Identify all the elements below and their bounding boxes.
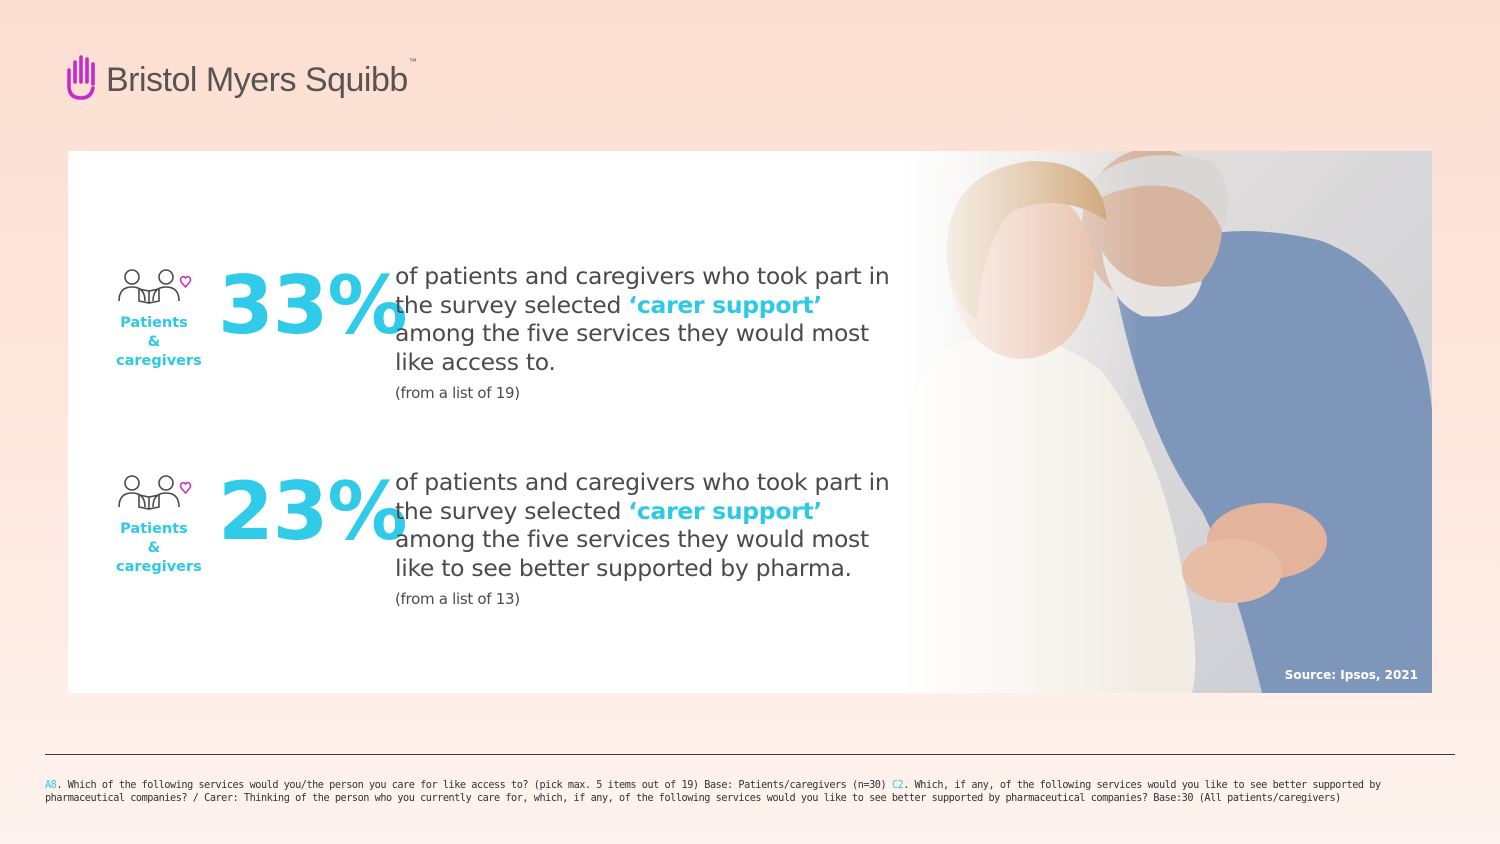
patients-caregivers-icon — [116, 263, 192, 307]
patients-caregivers-icon — [116, 469, 192, 513]
bms-hand-icon — [64, 54, 98, 102]
stat-description: of patients and caregivers who took part in the survey selected ‘carer support’ among the five services they would most like to see better supported by pharma. (from a list of 13) — [395, 468, 890, 608]
footnote: A8. Which of the following services would you/the person you care for like access to? (pick max. 5 items out of 19) Base: Patients/caregivers (n=30) C2. Which, if any, of the following services would you like to see better supported by pharmaceutical companies? / Carer: Thinking of the person who you currently care for, which, if any, of the following services would you like to see better supported by pharmaceutical companies? Base:30 (All patients/caregivers) — [45, 780, 1381, 804]
content-card — [68, 151, 1432, 693]
stat-percentage: 23% — [218, 465, 407, 558]
footnote-divider — [45, 754, 1455, 755]
icon-label: Patients & caregivers — [116, 521, 202, 575]
brand-logo — [64, 52, 416, 104]
stat-block-2 — [68, 465, 908, 608]
source-note: Source: Ipsos, 2021 — [1284, 668, 1418, 682]
patients-caregivers-badge — [116, 263, 202, 371]
icon-label: Patients & caregivers — [116, 315, 202, 369]
stat-description: of patients and caregivers who took part in the survey selected ‘carer support’ among the five services they would most like access to. (from a list of 19) — [395, 262, 890, 402]
stat-block-1 — [68, 259, 908, 402]
couple-photo — [902, 151, 1432, 693]
brand-name: Bristol Myers Squibb™ — [106, 57, 417, 99]
stat-percentage: 33% — [218, 259, 407, 352]
patients-caregivers-badge — [116, 469, 202, 577]
